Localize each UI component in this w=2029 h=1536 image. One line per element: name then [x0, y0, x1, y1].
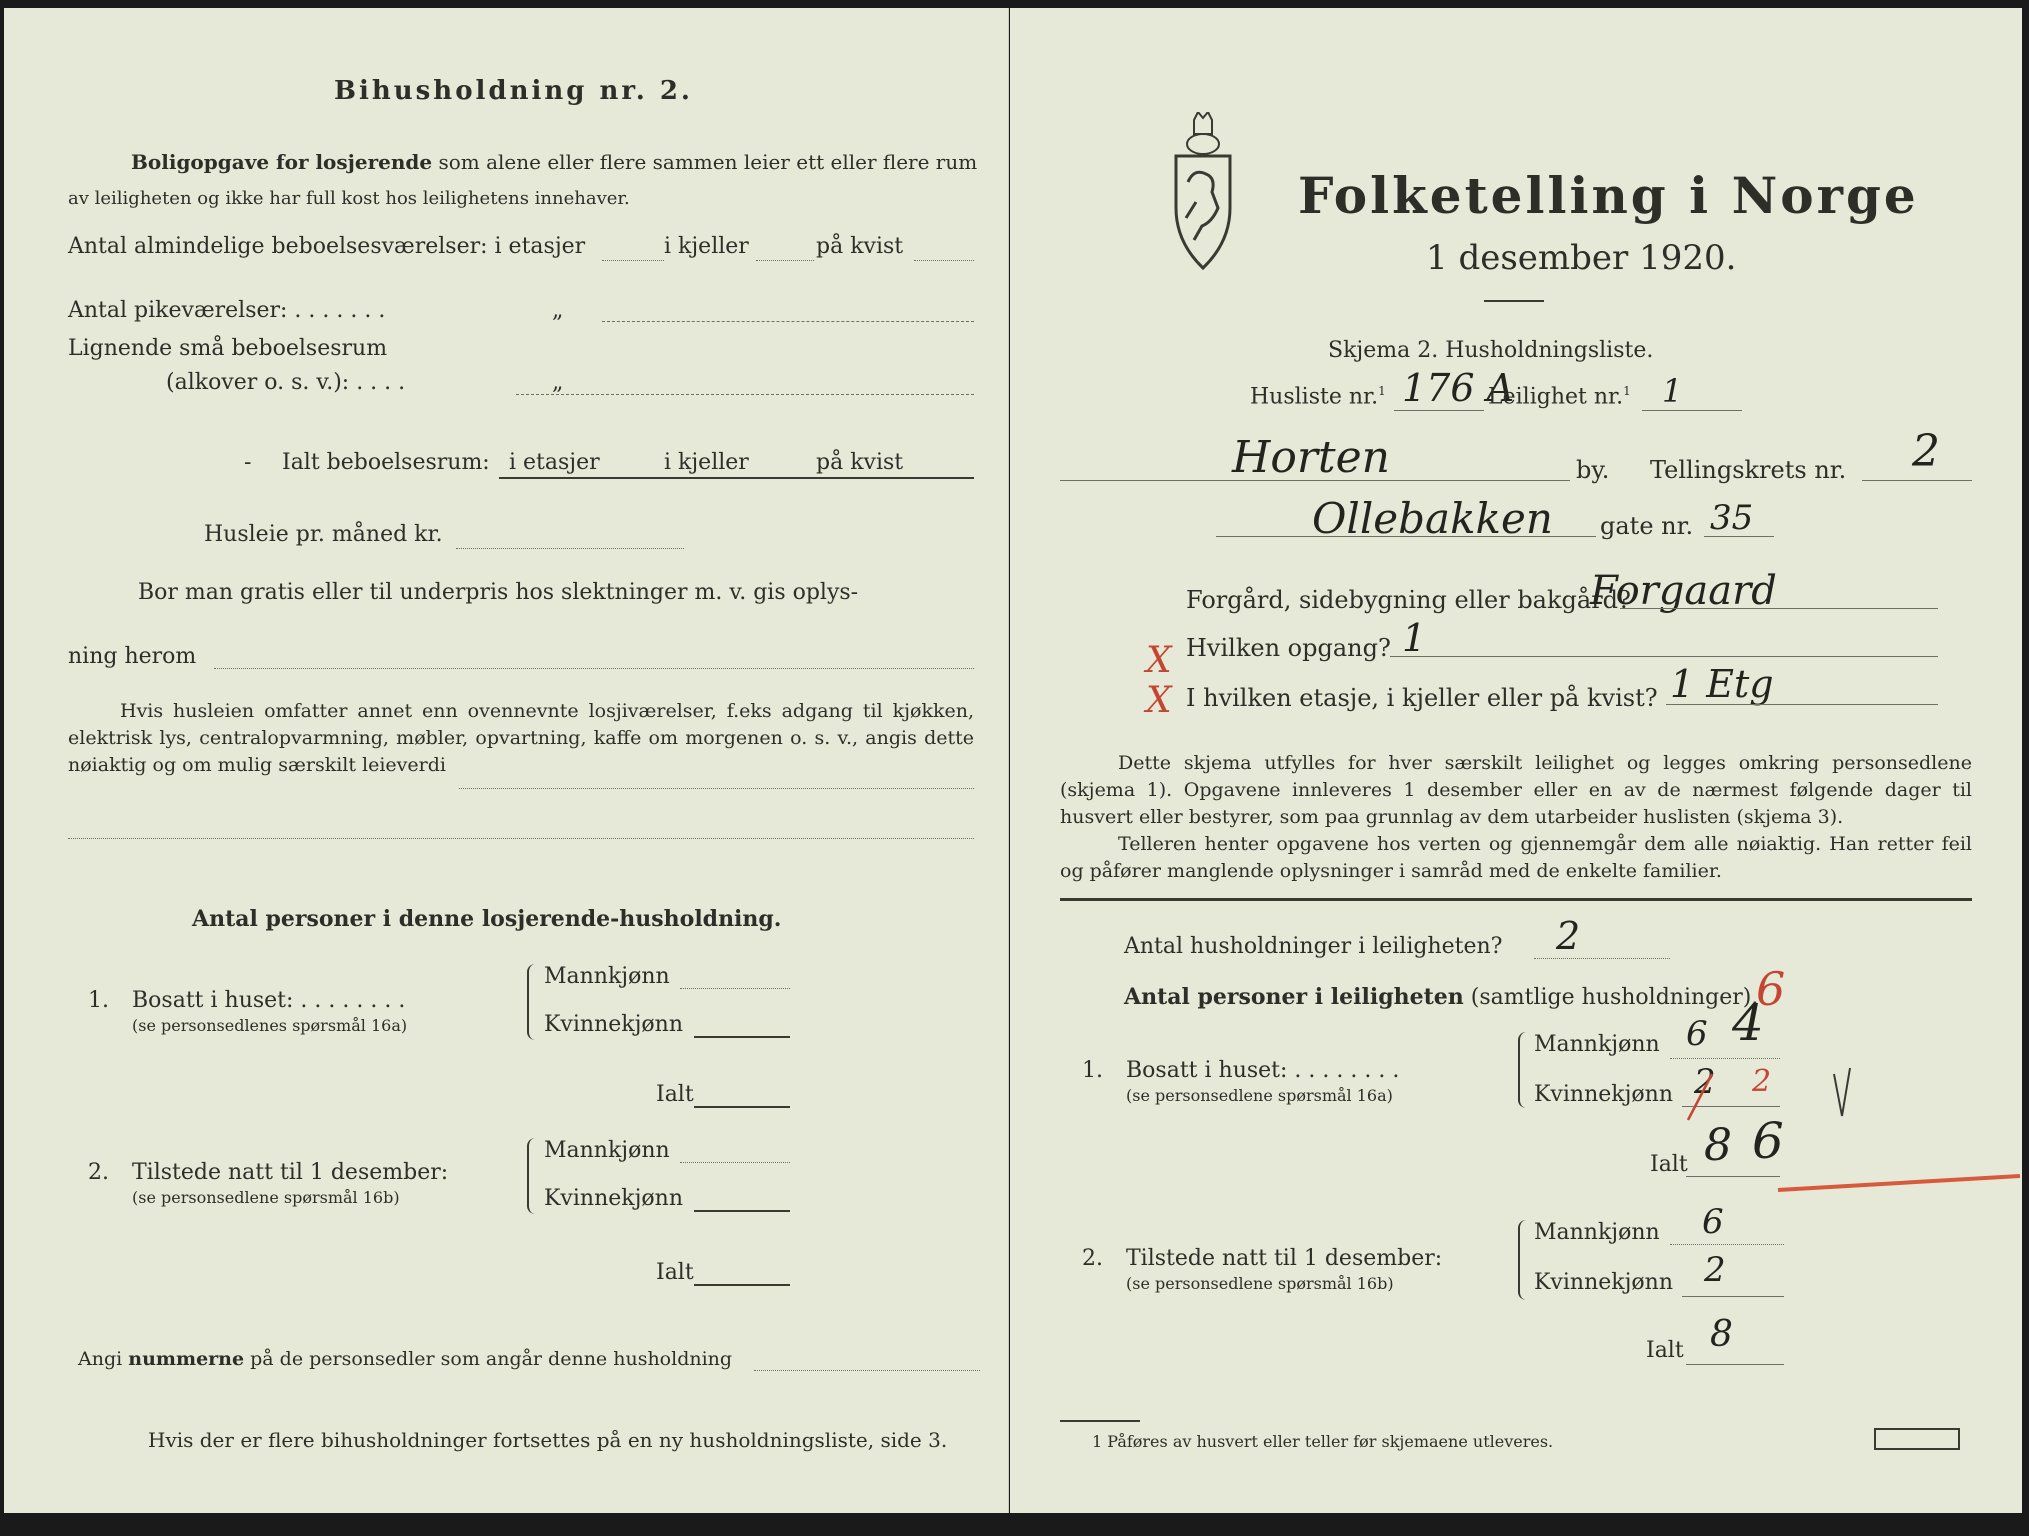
krets-value[interactable]: 2	[1912, 426, 1940, 477]
maid-rooms-line[interactable]	[602, 321, 974, 322]
census-date: 1 desember 1920.	[1426, 238, 1737, 278]
persons-heading: Antal personer i denne losjerende-husholdning.	[192, 906, 782, 932]
q1-label: Bosatt i huset: . . . . . . . .	[132, 988, 406, 1013]
numbers-line[interactable]	[754, 1370, 980, 1371]
street-value[interactable]: Ollebakken	[1312, 494, 1553, 543]
total-rooms-etasjer: i etasjer	[509, 450, 600, 475]
rq1-female-label: Kvinnekjønn	[1534, 1082, 1673, 1107]
rq2-male-value[interactable]: 6	[1702, 1202, 1724, 1242]
q1-male-label: Mannkjønn	[544, 964, 670, 989]
footnote-mark: 1	[1378, 384, 1386, 398]
instructions-divider	[1060, 898, 1972, 901]
q1-female-label: Kvinnekjønn	[544, 1012, 683, 1037]
right-page	[1010, 8, 2022, 1513]
red-correction-strokes	[1682, 1066, 2028, 1196]
q1-female-line[interactable]	[694, 1036, 790, 1038]
rq1-female-correction: 2	[1752, 1064, 1772, 1099]
leilighet-label	[1488, 384, 1631, 409]
q2-label: Tilstede natt til 1 desember:	[132, 1160, 449, 1185]
krets-line	[1862, 480, 1972, 481]
rent-line[interactable]	[456, 548, 684, 549]
rq1-female-value[interactable]: 2	[1694, 1062, 1716, 1102]
rq1-male-line	[1670, 1058, 1780, 1059]
total-rooms-label: Ialt beboelsesrum:	[282, 450, 490, 475]
floor-value[interactable]: 1 Etg	[1670, 662, 1774, 706]
q2-total-label: Ialt	[656, 1260, 694, 1285]
households-label: Antal husholdninger i leiligheten?	[1124, 934, 1503, 959]
households-value[interactable]: 2	[1556, 914, 1581, 958]
total-rooms-line[interactable]	[499, 477, 974, 479]
red-mark-2: X	[1146, 680, 1172, 721]
numbers-label-a: Angi	[78, 1348, 123, 1370]
rent-includes-text: Hvis husleien omfatter annet enn ovennevnte losjiværelser, f.eks adgang til kjøkken, elektrisk lys, centralopvarmning, møbler, opvartning, kaffe om morgenen o. s. v., angis dette nøiaktig og om mulig særskilt leieverdi	[68, 700, 974, 776]
leilighet-value[interactable]: 1	[1662, 372, 1683, 410]
rooms-cellar: i kjeller	[664, 234, 749, 259]
rooms-cellar-line[interactable]	[756, 260, 814, 261]
numbers-label-c: på de personsedler som angår denne husholdning	[250, 1348, 733, 1370]
persons-heading-right	[1124, 984, 1758, 1010]
rq2-total-value[interactable]: 8	[1710, 1314, 1733, 1355]
q1-total-line[interactable]	[694, 1106, 790, 1108]
bullet-dash: -	[244, 450, 252, 475]
entrance-value[interactable]: 1	[1402, 616, 1427, 660]
yard-value[interactable]: Forgaard	[1590, 568, 1777, 614]
q1-note: (se personsedlenes spørsmål 16a)	[132, 1016, 408, 1035]
rq1-total-label: Ialt	[1650, 1152, 1688, 1177]
left-footer: Hvis der er flere bihusholdninger fortsettes på en ny husholdningsliste, side 3.	[148, 1428, 948, 1452]
rooms-attic: på kvist	[816, 234, 904, 259]
rq1-note: (se personsedlene spørsmål 16a)	[1126, 1086, 1393, 1105]
yard-label: Forgård, sidebygning eller bakgård?	[1186, 586, 1631, 614]
small-rooms-label-1: Lignende små beboelsesrum	[68, 336, 388, 361]
rq2-male-line	[1670, 1244, 1784, 1245]
instruction-2: Telleren henter opgavene hos verten og gjennemgår dem alle nøiaktig. Han retter feil og påfører manglende oplysninger i samråd med de enkelte familier.	[1060, 833, 1972, 882]
entrance-label: Hvilken opgang?	[1186, 634, 1391, 662]
rooms-attic-line[interactable]	[914, 260, 974, 261]
rq1-total-value[interactable]: 8	[1704, 1120, 1732, 1171]
rq1-male-correction: 4	[1732, 994, 1764, 1052]
intro-rest: som alene eller flere sammen leier ett eller flere rum	[438, 150, 978, 174]
rooms-etasjer-line[interactable]	[602, 260, 664, 261]
printer-stamp-icon	[1874, 1428, 1960, 1450]
norwegian-lion-shield-icon	[1172, 112, 1234, 272]
numbers-label	[78, 1348, 732, 1370]
q2-number: 2.	[88, 1160, 109, 1185]
q2-total-line[interactable]	[694, 1284, 790, 1286]
yard-line	[1620, 608, 1938, 609]
street-number[interactable]: 35	[1710, 498, 1754, 538]
city-label: by.	[1576, 456, 1610, 484]
ditto-mark-2: „	[552, 370, 564, 395]
right-title: Folketelling i Norge	[1298, 166, 1919, 225]
households-line	[1534, 958, 1670, 959]
small-rooms-label-2: (alkover o. s. v.): . . . .	[166, 370, 406, 395]
intro-bold: Boligopgave for losjerende	[131, 150, 433, 174]
floor-line	[1666, 704, 1938, 705]
maid-rooms-label: Antal pikeværelser: . . . . . . .	[68, 298, 386, 323]
free-line-1: Bor man gratis eller til underpris hos slektninger m. v. gis oplys-	[138, 580, 859, 605]
rq2-total-line	[1686, 1364, 1784, 1365]
rq2-female-value[interactable]: 2	[1704, 1250, 1726, 1290]
left-page	[4, 8, 1009, 1513]
street-number-line	[1704, 536, 1774, 537]
instruction-1: Dette skjema utfylles for hver særskilt leilighet og legges omkring personsedlene (skjema 1). Opgavene innleveres 1 desember eller en av de nærmest følgende dager til husvert eller bestyrer, som paa grunnlag av dem utarbeider huslisten (skjema 3).	[1060, 752, 1972, 828]
husliste-line	[1394, 410, 1484, 411]
schema-label: Skjema 2. Husholdningsliste.	[1328, 338, 1654, 363]
rooms-label: Antal almindelige beboelsesværelser: i etasjer	[68, 234, 586, 259]
persons-rest: (samtlige husholdninger).	[1470, 985, 1759, 1010]
street-label: gate nr.	[1600, 512, 1694, 540]
total-rooms-cellar: i kjeller	[664, 450, 749, 475]
footnote: 1 Påføres av husvert eller teller før skjemaene utleveres.	[1092, 1432, 1554, 1451]
krets-label: Tellingskrets nr.	[1650, 456, 1847, 484]
rq1-male-label: Mannkjønn	[1534, 1032, 1660, 1057]
q1-number: 1.	[88, 988, 109, 1013]
rq1-brace	[1518, 1032, 1530, 1108]
q2-female-label: Kvinnekjønn	[544, 1186, 683, 1211]
rq2-total-label: Ialt	[1646, 1338, 1684, 1363]
rq1-number: 1.	[1082, 1058, 1103, 1083]
entrance-line	[1390, 656, 1938, 657]
husliste-label	[1250, 384, 1386, 409]
city-line	[1060, 480, 1570, 481]
rent-includes-line[interactable]	[459, 788, 974, 789]
rq2-number: 2.	[1082, 1246, 1103, 1271]
rq1-label: Bosatt i huset: . . . . . . . .	[1126, 1058, 1400, 1083]
rq1-male-correction-red: 6	[1756, 962, 1786, 1016]
rq2-female-line	[1682, 1296, 1784, 1297]
q1-brace	[527, 964, 539, 1040]
rq1-male-value[interactable]: 6	[1686, 1014, 1708, 1054]
q1-male-line[interactable]	[680, 988, 790, 989]
rent-includes-line-2[interactable]	[68, 838, 974, 839]
persons-bold: Antal personer i leiligheten	[1124, 984, 1464, 1010]
rq2-brace	[1518, 1220, 1530, 1300]
q2-male-line[interactable]	[680, 1162, 790, 1163]
intro-line-2: av leiligheten og ikke har full kost hos leilighetens innehaver.	[68, 188, 630, 209]
rq2-male-label: Mannkjønn	[1534, 1220, 1660, 1245]
husliste-text: Husliste nr.	[1250, 384, 1379, 410]
q2-female-line[interactable]	[694, 1210, 790, 1212]
left-title: Bihusholdning nr. 2.	[334, 76, 693, 106]
ditto-mark: „	[552, 298, 564, 323]
free-line-2: ning herom	[68, 644, 197, 669]
floor-label: I hvilken etasje, i kjeller eller på kvist?	[1186, 684, 1658, 712]
rq2-note: (se personsedlene spørsmål 16b)	[1126, 1274, 1394, 1293]
leilighet-line	[1642, 410, 1742, 411]
footnote-divider	[1060, 1420, 1140, 1422]
rq1-total-correction: 6	[1752, 1112, 1784, 1170]
q2-brace	[527, 1138, 539, 1214]
numbers-label-b: nummerne	[128, 1348, 245, 1370]
total-rooms-attic: på kvist	[816, 450, 904, 475]
leilighet-text: Leilighet nr.	[1488, 384, 1624, 410]
husliste-value[interactable]: 176 A	[1402, 366, 1515, 410]
q2-male-label: Mannkjønn	[544, 1138, 670, 1163]
city-value[interactable]: Horten	[1232, 432, 1390, 483]
intro-line-1	[131, 150, 977, 174]
free-line[interactable]	[214, 668, 974, 669]
q2-note: (se personsedlene spørsmål 16b)	[132, 1188, 400, 1207]
title-divider	[1484, 300, 1544, 302]
street-line	[1216, 536, 1596, 537]
rq2-label: Tilstede natt til 1 desember:	[1126, 1246, 1443, 1271]
rent-label: Husleie pr. måned kr.	[204, 522, 443, 547]
red-mark-1: X	[1146, 640, 1172, 681]
footnote-mark-2: 1	[1623, 384, 1631, 398]
small-rooms-line[interactable]	[516, 394, 974, 395]
q1-total-label: Ialt	[656, 1082, 694, 1107]
rq2-female-label: Kvinnekjønn	[1534, 1270, 1673, 1295]
